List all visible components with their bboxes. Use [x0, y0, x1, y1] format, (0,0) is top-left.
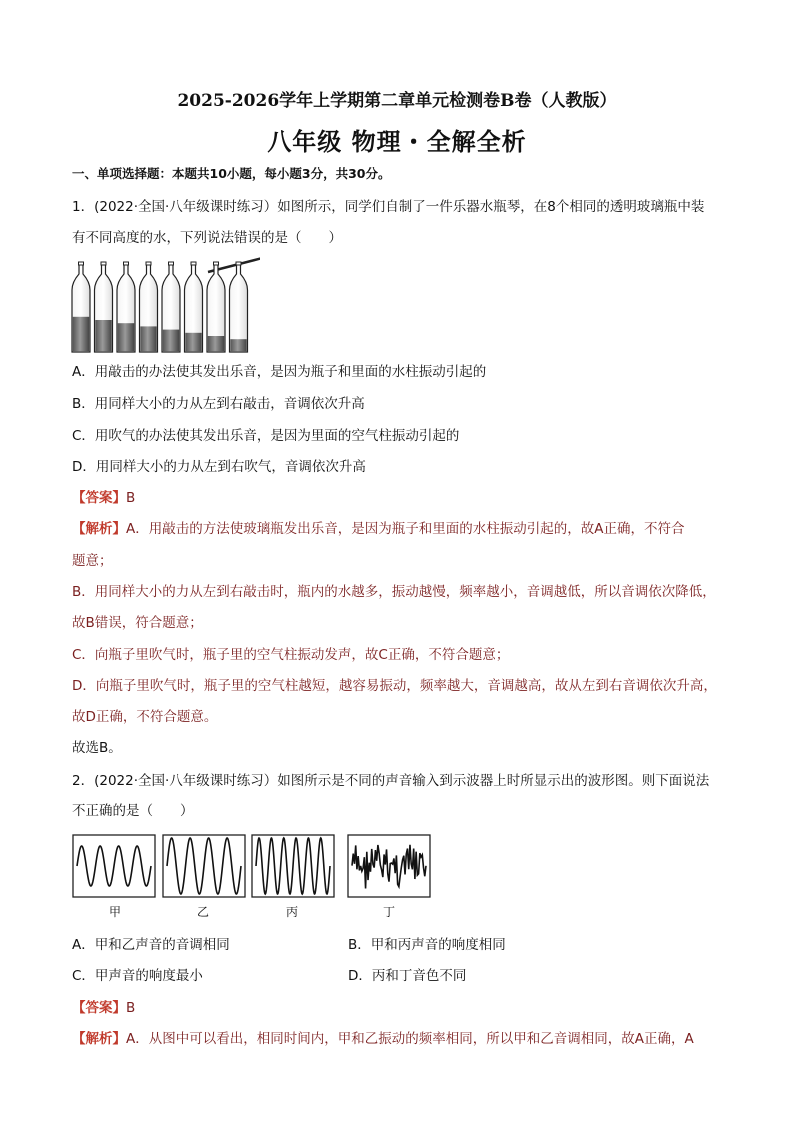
- oscilloscope-panel: [252, 835, 334, 897]
- q1-option-c: C．用吹气的办法使其发出乐音，是因为里面的空气柱振动引起的: [72, 428, 460, 444]
- q1-analysis-line5: C．向瓶子里吹气时，瓶子里的空气柱振动发声，故C正确，不符合题意；: [72, 647, 510, 663]
- q1-stem-line2: 有不同高度的水，下列说法错误的是（ ）: [72, 230, 342, 246]
- q1-stem-line1: 1．(2022·全国·八年级课时练习）如图所示，同学们自制了一件乐器水瓶琴，在8个相同的透明玻璃瓶中装: [72, 199, 705, 215]
- q1-analysis-line2: 题意；: [72, 553, 113, 569]
- q1-analysis-line4: 故B错误，符合题意；: [72, 615, 203, 631]
- q1-option-a: A．用敲击的办法使其发出乐音，是因为瓶子和里面的水柱振动引起的: [72, 364, 487, 380]
- q1-analysis-line6: D．向瓶子里吹气时，瓶子里的空气柱越短，越容易振动，频率越大，音调越高，故从左到右音调依次升高，: [72, 678, 717, 694]
- q1-conclusion: 故选B。: [72, 740, 122, 756]
- q1-analysis-line1: 【解析】A．用敲击的方法使玻璃瓶发出乐音，是因为瓶子和里面的水柱振动引起的，故A正确，不符合: [72, 521, 685, 537]
- section-heading: 一、单项选择题：本题共10小题，每小题3分，共30分。: [72, 166, 391, 181]
- waveform-figure: [72, 834, 434, 900]
- bottle: [95, 262, 113, 352]
- q2-answer-row: [72, 998, 135, 1018]
- wave-label-ding: 丁: [383, 905, 396, 919]
- bottle-water: [73, 317, 89, 351]
- answer-value: B: [126, 1000, 136, 1016]
- oscilloscope-panel: [348, 835, 430, 897]
- q2-option-b: B．甲和丙声音的响度相同: [348, 937, 506, 953]
- q2-analysis-line1: 【解析】A．从图中可以看出，相同时间内，甲和乙振动的频率相同，所以甲和乙音调相同，故A正确，A: [72, 1031, 694, 1047]
- q1-analysis-line7: 故D正确，不符合题意。: [72, 709, 218, 725]
- bottle-water: [140, 326, 156, 351]
- bottle-water: [208, 336, 224, 351]
- q2-option-a: A．甲和乙声音的音调相同: [72, 937, 230, 953]
- q1-option-d: D．用同样大小的力从左到右吹气，音调依次升高: [72, 459, 366, 475]
- wave-label-jia: 甲: [109, 905, 122, 919]
- bottle-water: [95, 320, 111, 351]
- exam-subtitle: 八年级 物理・全解全析: [267, 128, 527, 156]
- analysis-tag: 【解析】: [72, 1031, 126, 1047]
- exam-title: 2025-2026学年上学期第二章单元检测卷B卷（人教版）: [177, 91, 617, 111]
- bottle: [162, 262, 180, 352]
- bottle-water: [230, 339, 246, 351]
- q2-stem-line2: 不正确的是（ ）: [72, 803, 194, 819]
- bottle-water: [185, 333, 201, 351]
- q2-stem-line1: 2．(2022·全国·八年级课时练习）如图所示是不同的声音输入到示波器上时所显示出的波形图。则下面说法: [72, 773, 710, 789]
- bottle: [185, 262, 203, 352]
- answer-tag: 【答案】: [72, 1000, 126, 1016]
- q1-analysis-line3: B．用同样大小的力从左到右敲击时，瓶内的水越多，振动越慢，频率越小，音调越低，所以音调依次降低，: [72, 584, 716, 600]
- bottle-water: [118, 323, 134, 351]
- q2-option-d: D．丙和丁音色不同: [348, 968, 467, 984]
- q1-option-b: B．用同样大小的力从左到右敲击，音调依次升高: [72, 396, 365, 412]
- bottle-water: [163, 330, 179, 352]
- bottle: [207, 262, 225, 352]
- oscilloscope-panel: [73, 835, 155, 897]
- oscilloscope-panel: [163, 835, 245, 897]
- q2-option-c: C．甲声音的响度最小: [72, 968, 203, 984]
- bottle: [72, 262, 90, 352]
- bottle: [117, 262, 135, 352]
- bottle: [140, 262, 158, 352]
- analysis-tag: 【解析】: [72, 521, 126, 537]
- wave-label-yi: 乙: [197, 905, 210, 919]
- q1-answer-row: [72, 488, 135, 508]
- wave-label-bing: 丙: [286, 905, 299, 919]
- answer-value: B: [126, 490, 136, 506]
- bottles-figure: [70, 250, 260, 360]
- answer-tag: 【答案】: [72, 490, 126, 506]
- bottle: [230, 262, 248, 352]
